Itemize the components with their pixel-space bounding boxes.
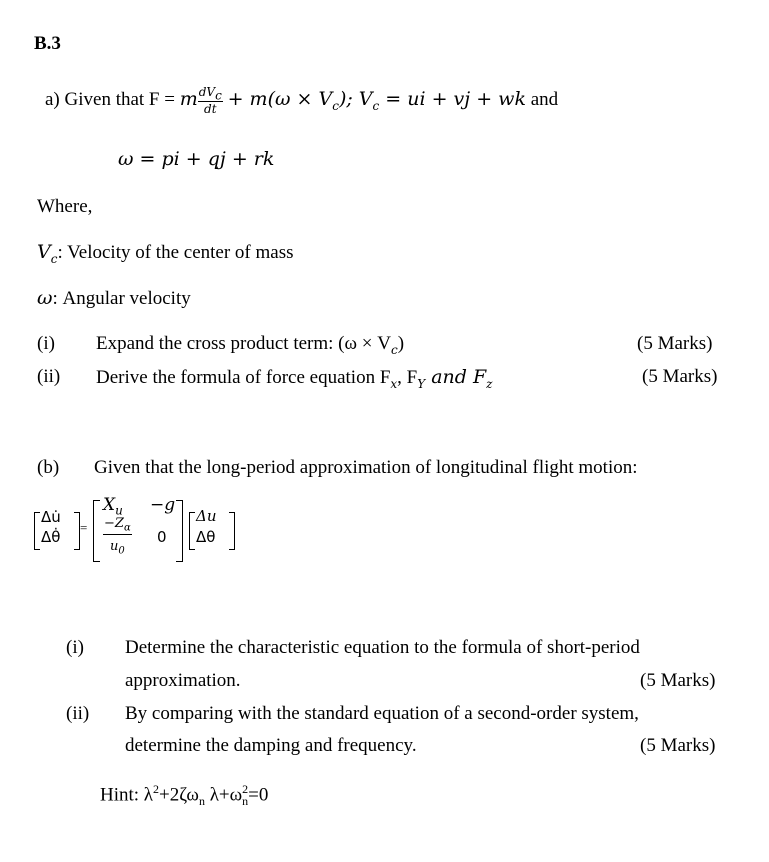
- cross-term: + m(ω × V: [227, 88, 333, 111]
- omega-equation: ω = pi + qj + rk: [118, 148, 275, 170]
- omega-definition-line: ω: Angular velocity: [37, 287, 191, 309]
- matrix-a21: $-Z_\alpha$ $u_0$: [104, 516, 131, 557]
- matrix-a11: $X_u$: [103, 495, 123, 518]
- rhs-right-bracket: [229, 512, 235, 550]
- force-equation-line: a) Given that F = m $\frac{dV_c}{dt}$ + $m(\omega \times V_c)$; $V_c$ = ui + vj + wk and: [45, 85, 559, 117]
- matrix-right-bracket: [176, 500, 183, 562]
- vc-definition-line: $V_c$: Velocity of the center of mass: [37, 241, 294, 266]
- matrix-a12: −g: [150, 495, 176, 515]
- question-b-i-marks: (5 Marks): [640, 670, 716, 691]
- and-word: and: [530, 89, 559, 111]
- part-b-text: Given that the long-period approximation of longitudinal flight motion:: [94, 457, 638, 478]
- question-a-i-marks: (5 Marks): [637, 333, 713, 354]
- question-b-ii-number: (ii): [66, 703, 90, 724]
- equals-sign: =: [80, 520, 88, 535]
- lhs-left-bracket: [34, 512, 40, 550]
- rhs-top: Δu: [196, 507, 217, 525]
- matrix-left-bracket: [93, 500, 100, 562]
- question-b-ii-line1: By comparing with the standard equation of a second-order system,: [125, 703, 639, 724]
- question-b-i-line2: approximation.: [125, 670, 241, 691]
- derivative-fraction: $\frac{dV_c}{dt}$: [198, 85, 222, 117]
- vc-definition: = ui + vj + wk: [379, 88, 526, 111]
- lhs-bottom: Δθ̇: [41, 528, 61, 546]
- question-a-ii-text: Derive the formula of force equation $F_x$, $F_Y$ and $F_z$: [96, 366, 493, 391]
- question-a-i-text: Expand the cross product term: $(\omega \times V_c)$: [96, 333, 405, 357]
- rhs-left-bracket: [189, 512, 195, 550]
- question-b-i-number: (i): [66, 637, 84, 658]
- rhs-bottom: Δθ: [196, 528, 216, 546]
- question-a-ii-number: (ii): [37, 366, 61, 387]
- part-b-label: (b): [37, 457, 60, 478]
- where-label: Where,: [37, 196, 93, 217]
- part-a-label: a) Given that F =: [45, 89, 180, 111]
- hint-equation: Hint: $\lambda^2+2\zeta\omega_n$ $\lambda+\omega_n^2=0$: [100, 782, 269, 809]
- lhs-top: Δu̇: [41, 508, 61, 526]
- mass-symbol: m: [179, 88, 198, 111]
- question-b-i-line1: Determine the characteristic equation to the formula of short-period: [125, 637, 640, 658]
- question-b-ii-marks: (5 Marks): [640, 735, 716, 756]
- matrix-a22: 0: [157, 528, 167, 546]
- question-b-ii-line2: determine the damping and frequency.: [125, 735, 417, 756]
- section-heading: B.3: [34, 33, 61, 54]
- question-a-ii-marks: (5 Marks): [642, 366, 718, 387]
- question-a-i-number: (i): [37, 333, 55, 354]
- vc-symbol: ); V: [338, 88, 373, 111]
